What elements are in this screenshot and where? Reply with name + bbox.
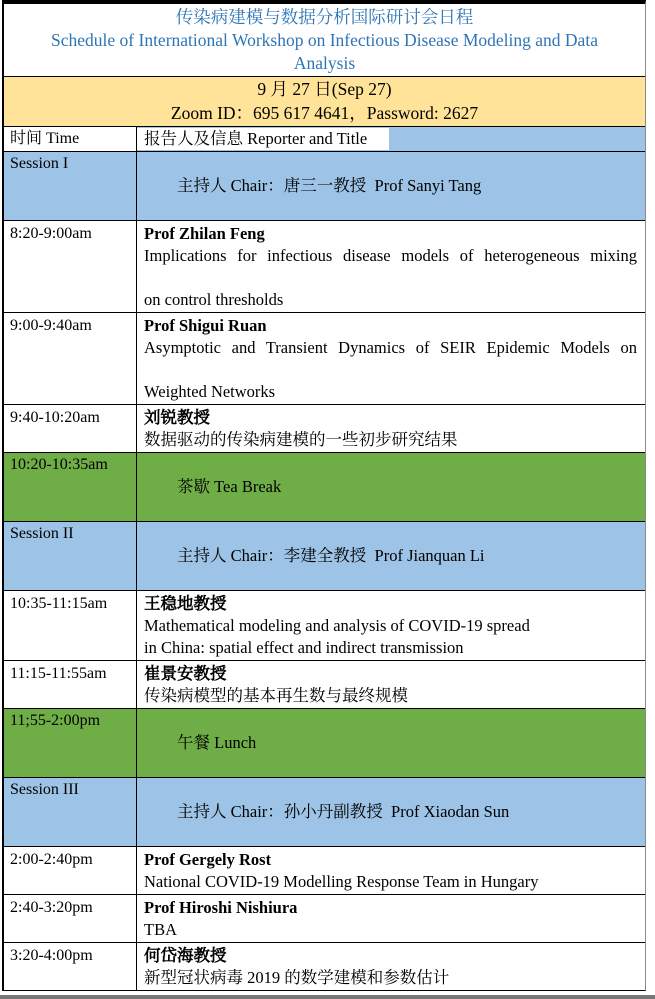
talk-title-line: Weighted Networks	[144, 382, 276, 401]
break-label: 茶歇 Tea Break	[177, 477, 282, 496]
talk-title-line: in China: spatial effect and indirect transmission	[144, 638, 464, 657]
talk-title-line: TBA	[144, 920, 177, 939]
talk-info-cell	[137, 943, 645, 990]
break-label-cell	[137, 709, 645, 777]
talk-title-line: 传染病模型的基本再生数与最终规模	[144, 686, 408, 705]
session-chair-cell	[137, 522, 645, 590]
workshop-title-en-line2: Analysis	[293, 53, 356, 73]
talk-row-liu	[4, 404, 645, 452]
time-column-header-cell	[4, 127, 137, 151]
talk-row-nishiura	[4, 894, 645, 942]
tea-break-row	[4, 452, 645, 521]
schedule-table	[2, 0, 646, 991]
workshop-title-zh: 传染病建模与数据分析国际研讨会日程	[175, 7, 474, 27]
talk-info-cell	[137, 847, 645, 894]
break-label-cell	[137, 453, 645, 521]
talk-info-cell	[137, 895, 645, 942]
banner-zoom-info: Zoom ID：695 617 4641，Password: 2627	[170, 102, 479, 123]
speaker-name: Prof Zhilan Feng	[144, 224, 265, 243]
talk-row-ruan	[4, 312, 645, 404]
talk-time: 10:35-11:15am	[10, 595, 108, 612]
speaker-name: Prof Shigui Ruan	[144, 316, 267, 335]
talk-title-line: Asymptotic and Transient Dynamics of SEIR Epidemic Models on	[144, 338, 637, 357]
talk-row-he	[4, 942, 645, 990]
lunch-row	[4, 708, 645, 777]
time-column-header: 时间 Time	[10, 130, 80, 147]
break-time: 11;55-2:00pm	[10, 712, 101, 729]
break-label: 午餐 Lunch	[177, 733, 257, 752]
session-chair: 主持人 Chair：李建全教授 Prof Jianquan Li	[177, 546, 485, 565]
time-cell	[4, 943, 137, 990]
workshop-title-en-line1: Schedule of International Workshop on Infectious Disease Modeling and Data	[51, 30, 598, 50]
time-cell	[4, 221, 137, 312]
speaker-name: 王稳地教授	[144, 594, 227, 613]
session-label: Session III	[10, 781, 79, 798]
speaker-name: Prof Gergely Rost	[144, 850, 272, 869]
workshop-title-row	[4, 4, 645, 76]
talk-info-cell	[137, 591, 645, 660]
date-banner-row	[4, 76, 645, 126]
break-time: 10:20-10:35am	[10, 456, 108, 473]
session-2-row	[4, 521, 645, 590]
time-cell	[4, 313, 137, 404]
time-cell	[4, 591, 137, 660]
reporter-column-header: 报告人及信息 Reporter and Title	[137, 128, 389, 150]
talk-title-line: on control thresholds	[144, 290, 284, 309]
talk-info-cell	[137, 221, 645, 312]
session-label-cell	[4, 778, 137, 846]
talk-time: 2:40-3:20pm	[10, 899, 93, 916]
talk-info-cell	[137, 313, 645, 404]
talk-time: 9:00-9:40am	[10, 317, 92, 334]
speaker-name: 何岱海教授	[144, 946, 227, 965]
talk-time: 9:40-10:20am	[10, 409, 100, 426]
column-header-row	[4, 126, 645, 151]
time-cell	[4, 847, 137, 894]
talk-title-line: 数据驱动的传染病建模的一些初步研究结果	[144, 430, 458, 449]
session-label: Session I	[10, 155, 69, 172]
time-cell	[4, 661, 137, 708]
session-chair: 主持人 Chair：唐三一教授 Prof Sanyi Tang	[177, 176, 482, 195]
time-cell	[4, 405, 137, 452]
speaker-name: Prof Hiroshi Nishiura	[144, 898, 298, 917]
talk-time: 3:20-4:00pm	[10, 947, 93, 964]
speaker-name: 刘锐教授	[144, 408, 210, 427]
reporter-column-header-cell	[137, 127, 645, 151]
speaker-name: 崔景安教授	[144, 664, 227, 683]
talk-time: 2:00-2:40pm	[10, 851, 93, 868]
talk-time: 8:20-9:00am	[10, 225, 92, 242]
session-chair: 主持人 Chair：孙小丹副教授 Prof Xiaodan Sun	[177, 802, 510, 821]
talk-title-line: 新型冠状病毒 2019 的数学建模和参数估计	[144, 968, 450, 987]
talk-info-cell	[137, 405, 645, 452]
session-chair-cell	[137, 152, 645, 220]
banner-date: 9 月 27 日(Sep 27)	[257, 79, 392, 99]
session-label-cell	[4, 522, 137, 590]
session-1-row	[4, 151, 645, 220]
talk-title-line: Implications for infectious disease models of heterogeneous mixing	[144, 246, 637, 265]
time-cell	[4, 895, 137, 942]
session-label: Session II	[10, 525, 74, 542]
talk-row-feng	[4, 220, 645, 312]
session-label-cell	[4, 152, 137, 220]
talk-time: 11:15-11:55am	[10, 665, 107, 682]
talk-row-rost	[4, 846, 645, 894]
next-table-edge	[0, 995, 655, 999]
session-3-row	[4, 777, 645, 846]
session-chair-cell	[137, 778, 645, 846]
break-time-cell	[4, 709, 137, 777]
break-time-cell	[4, 453, 137, 521]
talk-info-cell	[137, 661, 645, 708]
talk-title-line: Mathematical modeling and analysis of COVID-19 spread	[144, 616, 530, 635]
talk-row-wang	[4, 590, 645, 660]
talk-title-line: National COVID-19 Modelling Response Team in Hungary	[144, 872, 539, 891]
talk-row-cui	[4, 660, 645, 708]
